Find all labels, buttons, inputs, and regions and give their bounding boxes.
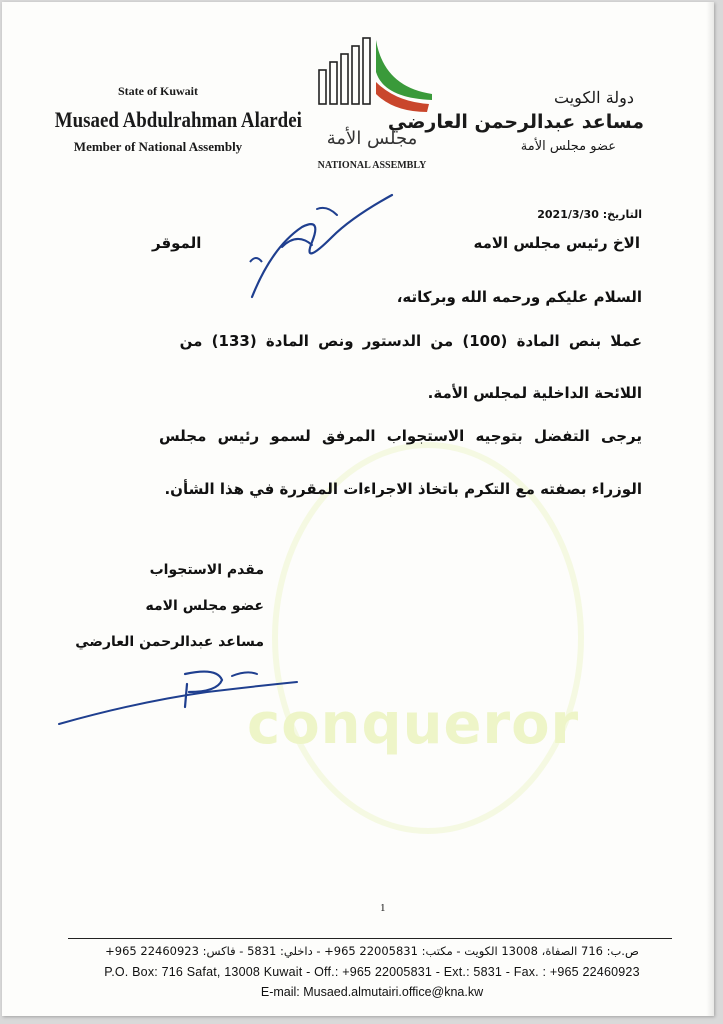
signature-line-2: عضو مجلس الامه [145,598,264,614]
footer-arabic-address: ص.ب: 716 الصفاة، 13008 الكويت - مكتب: 22005831 965+ - داخلي: 5831 - فاكس: 22460923 965+ [105,944,639,958]
letter-honorific: الموقر [152,234,202,252]
footer-email: E-mail: Musaed.almutairi.office@kna.kw [260,985,484,999]
footer-english-address: P.O. Box: 716 Safat, 13008 Kuwait - Off.: +965 22005831 - Ext.: 5831 - Fax. : +965 22460923 [104,965,640,979]
letter-date: التاريخ: 2021/3/30 [537,208,642,221]
watermark-text: conqueror [247,692,580,757]
recipient-signature [242,187,402,307]
signature-line-3: مساعد عبدالرحمن العارضي [75,634,264,650]
arabic-member-name: مساعد عبدالرحمن العارضي [387,111,644,133]
watermark-seal [272,442,584,834]
letter-addressee: الاخ رئيس مجلس الامه [473,234,640,252]
paragraph-1-line-1: عملا بنص المادة (100) من الدستور ونص المادة (133) من [179,332,642,350]
arabic-letterhead [387,88,644,154]
signature-block [75,562,264,670]
arabic-state: دولة الكويت [554,88,634,107]
paragraph-2-line-1: يرجى التفضل بتوجيه الاستجواب المرفق لسمو رئيس مجلس [158,427,642,445]
paragraph-1-line-2: اللائحة الداخلية لمجلس الأمة. [427,384,642,402]
signature-line-1: مقدم الاستجواب [149,562,264,578]
sender-signature [57,662,307,732]
page-edge-shadow [706,2,714,1016]
english-state: State of Kuwait [118,84,198,98]
letter-greeting: السلام عليكم ورحمه الله وبركاته، [396,288,642,306]
letter-page [2,2,714,1016]
english-letterhead [38,84,302,155]
english-member-role: Member of National Assembly [73,139,243,154]
footer-divider [68,938,672,939]
paragraph-2-line-2: الوزراء بصفته مع التكرم باتخاذ الاجراءات المقررة في هذا الشأن. [164,480,642,498]
logo-arabic-text: مجلس الأمة [326,128,418,149]
logo-label: NATIONAL ASSEMBLY [317,160,427,171]
arabic-member-role: عضو مجلس الأمة [520,139,616,154]
english-member-name: Musaed Abdulrahman Alardei [54,107,302,132]
page-number: 1 [380,902,386,914]
